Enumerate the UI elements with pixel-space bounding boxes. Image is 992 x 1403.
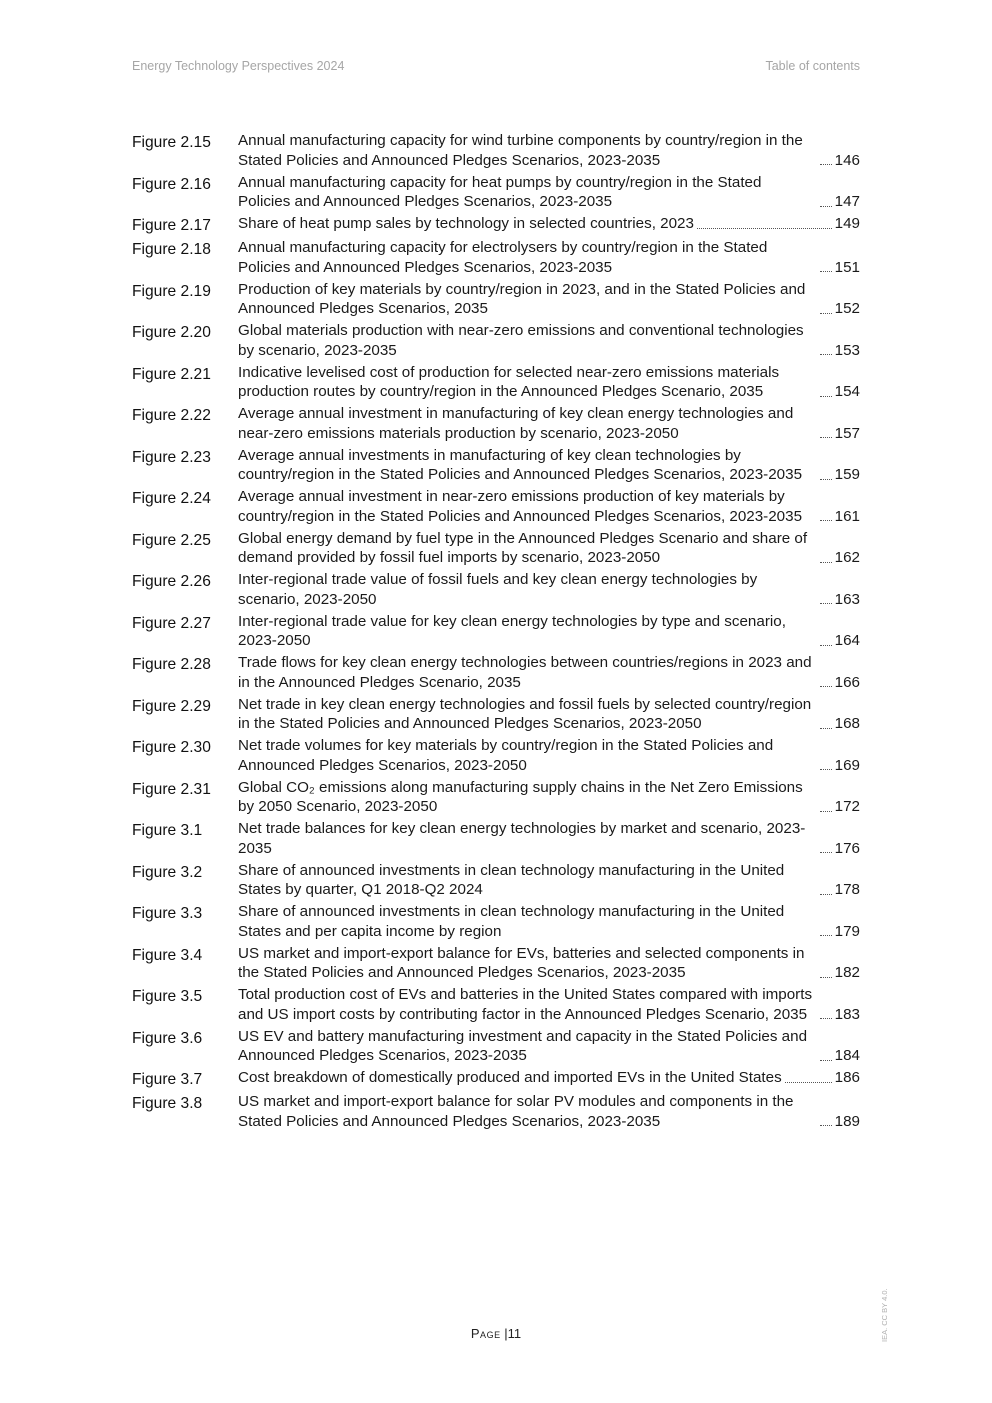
entry-body (238, 861, 860, 900)
figure-label: Figure 2.17 (132, 217, 211, 234)
page-footer (0, 1326, 992, 1341)
dot-leader (820, 1060, 832, 1061)
footer-page-word: Page (470, 1326, 501, 1341)
entry-body (238, 985, 860, 1024)
page-number: 163 (834, 590, 860, 608)
page-number: 162 (834, 549, 860, 566)
dot-leader (820, 164, 832, 165)
dot-leader (820, 1018, 832, 1019)
dot-leader (820, 271, 832, 272)
figure-title: Total production cost of EVs and batteries in the United States compared with imports and US import costs by contributing factor in the Announced Pledges Scenario, 2035 (238, 986, 813, 1023)
figure-label: Figure 2.21 (132, 365, 211, 383)
figure-label: Figure 3.6 (132, 1029, 203, 1047)
page-number: 166 (834, 673, 860, 691)
dot-leader (820, 894, 832, 895)
figure-label: Figure 3.2 (132, 863, 203, 881)
dot-leader (820, 728, 832, 729)
page-number: 176 (834, 839, 860, 857)
dot-leader (820, 603, 832, 604)
toc-entry[interactable] (132, 902, 860, 941)
figure-label: Figure 2.23 (132, 448, 211, 466)
figure-title: Trade flows for key clean energy technologies between countries/regions in 2023 and in the Announced Pledges Scenario, 2035 (238, 654, 812, 691)
figure-title: Cost breakdown of domestically produced and imported EVs in the United States (238, 1069, 782, 1086)
figure-title: Share of announced investments in clean technology manufacturing in the United States by quarter, Q1 2018-Q2 2024 (238, 861, 785, 898)
entry-body (238, 902, 860, 941)
figure-label: Figure 3.5 (132, 988, 203, 1005)
toc-entry[interactable] (132, 131, 860, 170)
entry-body (238, 173, 860, 212)
figure-title: Net trade volumes for key materials by country/region in the Stated Policies and Announced Pledges Scenarios, 2023-2050 (238, 737, 774, 774)
entry-body (238, 736, 860, 775)
running-header-title: Energy Technology Perspectives 2024 (132, 59, 345, 73)
page-number: 184 (834, 1047, 860, 1064)
table-of-figures (132, 131, 860, 1134)
entry-body (238, 404, 860, 443)
entry-body (238, 214, 860, 234)
dot-leader (697, 228, 832, 229)
page-number: 172 (834, 798, 860, 815)
figure-title: Annual manufacturing capacity for heat pumps by country/region in the Stated Policies and Announced Pledges Scenarios, 2023-2035 (238, 173, 762, 210)
figure-title: Annual manufacturing capacity for wind turbine components by country/region in the Stated Policies and Announced Pledges Scenarios, 2023-2035 (238, 132, 803, 169)
dot-leader (820, 977, 832, 978)
figure-label: Figure 3.1 (132, 822, 203, 839)
running-header-section: Table of contents (765, 59, 860, 73)
entry-body (238, 653, 860, 692)
toc-entry[interactable] (132, 404, 860, 443)
entry-body (238, 446, 860, 485)
page-number: 168 (834, 715, 860, 732)
figure-label: Figure 2.15 (132, 134, 211, 151)
toc-entry[interactable] (132, 487, 860, 526)
toc-entry[interactable] (132, 280, 860, 319)
figure-label: Figure 2.19 (132, 282, 211, 300)
figure-title: Average annual investments in manufacturing of key clean technologies by country/region in the Stated Policies and Announced Pledges Scenarios, 2023-2035 (238, 446, 803, 483)
entry-body (238, 131, 860, 170)
entry-body (238, 1092, 860, 1131)
figure-label: Figure 3.4 (132, 946, 203, 964)
page-number: 179 (834, 922, 860, 940)
page-number: 182 (834, 964, 860, 981)
figure-title: US EV and battery manufacturing investment and capacity in the Stated Policies and Announced Pledges Scenarios, 2023-2035 (238, 1027, 808, 1064)
figure-title: US market and import-export balance for solar PV modules and components in the Stated Policies and Announced Pledges Scenarios, 2023-2035 (238, 1093, 794, 1130)
toc-entry[interactable] (132, 985, 860, 1024)
page-number: 161 (834, 507, 860, 525)
figure-title: Net trade balances for key clean energy technologies by market and scenario, 2023-2035 (238, 820, 806, 857)
toc-entry[interactable] (132, 321, 860, 360)
figure-label: Figure 3.3 (132, 905, 203, 922)
figure-label: Figure 2.31 (132, 780, 211, 798)
toc-entry[interactable] (132, 363, 860, 402)
page-number: 183 (834, 1005, 860, 1023)
figure-label: Figure 2.18 (132, 241, 211, 258)
toc-entry[interactable] (132, 612, 860, 651)
page-number: 186 (834, 1069, 860, 1086)
page-number: 146 (834, 151, 860, 169)
entry-body (238, 612, 860, 651)
figure-label: Figure 2.29 (132, 697, 211, 715)
figure-title: Global CO₂ emissions along manufacturing supply chains in the Net Zero Emissions by 2050 Scenario, 2023-2050 (238, 778, 803, 815)
figure-title: Annual manufacturing capacity for electrolysers by country/region in the Stated Policies and Announced Pledges Scenarios, 2023-2035 (238, 239, 768, 276)
toc-entry[interactable] (132, 214, 860, 236)
page-number: 189 (834, 1112, 860, 1130)
page-number: 153 (834, 341, 860, 359)
figure-label: Figure 2.16 (132, 175, 211, 193)
toc-entry[interactable] (132, 653, 860, 692)
dot-leader (820, 935, 832, 936)
page-number: 152 (834, 300, 860, 317)
entry-body (238, 1027, 860, 1066)
toc-entry[interactable] (132, 1092, 860, 1131)
entry-body (238, 819, 860, 858)
dot-leader (820, 206, 832, 207)
figure-title: Indicative levelised cost of production for selected near-zero emissions materials production routes by country/region in the Announced Pledges Scenario, 2035 (238, 363, 780, 400)
dot-leader (820, 1125, 832, 1126)
figure-title: US market and import-export balance for EVs, batteries and selected components in the Stated Policies and Announced Pledges Scenarios, 2023-2035 (238, 944, 805, 981)
figure-title: Global energy demand by fuel type in the Announced Pledges Scenario and share of demand provided by fossil fuel imports by scenario, 2023-2050 (238, 529, 808, 566)
toc-entry[interactable] (132, 238, 860, 277)
footer-separator: | (504, 1326, 508, 1341)
entry-body (238, 487, 860, 526)
dot-leader (820, 811, 832, 812)
figure-title: Global materials production with near-zero emissions and conventional technologies by scenario, 2023-2035 (238, 322, 804, 359)
entry-body (238, 238, 860, 277)
toc-entry[interactable] (132, 736, 860, 775)
entry-body (238, 695, 860, 734)
figure-label: Figure 2.25 (132, 531, 211, 549)
page-number: 169 (834, 756, 860, 774)
page-number: 147 (834, 193, 860, 210)
toc-entry[interactable] (132, 1027, 860, 1066)
figure-title: Share of heat pump sales by technology in selected countries, 2023 (238, 215, 694, 232)
toc-entry[interactable] (132, 778, 860, 817)
dot-leader (820, 354, 832, 355)
dot-leader (820, 479, 832, 480)
dot-leader (820, 769, 832, 770)
figure-title: Net trade in key clean energy technologies and fossil fuels by selected country/region in the Stated Policies and Announced Pledges Scenarios, 2023-2050 (238, 695, 812, 732)
toc-entry[interactable] (132, 570, 860, 609)
toc-entry[interactable] (132, 529, 860, 568)
figure-title: Average annual investment in manufacturing of key clean energy technologies and near-zero emissions materials production by scenario, 2023-2050 (238, 405, 794, 442)
figure-label: Figure 2.22 (132, 407, 211, 424)
entry-body (238, 570, 860, 609)
figure-title: Share of announced investments in clean technology manufacturing in the United States and per capita income by region (238, 903, 785, 940)
entry-body (238, 321, 860, 360)
toc-entry[interactable] (132, 944, 860, 983)
dot-leader (785, 1082, 832, 1083)
entry-body (238, 1068, 860, 1088)
dot-leader (820, 396, 832, 397)
footer-page-number: 11 (507, 1326, 522, 1341)
entry-body (238, 529, 860, 568)
dot-leader (820, 686, 832, 687)
toc-entry[interactable] (132, 695, 860, 734)
figure-label: Figure 3.8 (132, 1095, 203, 1112)
entry-body (238, 280, 860, 319)
toc-entry[interactable] (132, 173, 860, 212)
toc-entry[interactable] (132, 1068, 860, 1090)
page-number: 157 (834, 424, 860, 442)
entry-body (238, 778, 860, 817)
figure-title: Production of key materials by country/region in 2023, and in the Stated Policies and Announced Pledges Scenarios, 2035 (238, 280, 806, 317)
page-number: 154 (834, 383, 860, 400)
toc-entry[interactable] (132, 446, 860, 485)
figure-label: Figure 3.7 (132, 1071, 203, 1088)
figure-label: Figure 2.30 (132, 739, 211, 756)
license-note: IEA. CC BY 4.0. (880, 1288, 889, 1342)
page-number: 164 (834, 632, 860, 649)
figure-title: Inter-regional trade value of fossil fuels and key clean energy technologies by scenario, 2023-2050 (238, 571, 758, 608)
figure-label: Figure 2.27 (132, 614, 211, 632)
dot-leader (820, 645, 832, 646)
figure-label: Figure 2.20 (132, 324, 211, 341)
page-number: 151 (834, 258, 860, 276)
toc-entry[interactable] (132, 861, 860, 900)
figure-label: Figure 2.26 (132, 573, 211, 590)
figure-label: Figure 2.28 (132, 656, 211, 673)
entry-body (238, 363, 860, 402)
dot-leader (820, 852, 832, 853)
entry-body (238, 944, 860, 983)
page-number: 178 (834, 881, 860, 898)
page-number: 149 (834, 215, 860, 232)
figure-title: Inter-regional trade value for key clean energy technologies by type and scenario, 2023-2050 (238, 612, 786, 649)
dot-leader (820, 437, 832, 438)
dot-leader (820, 562, 832, 563)
figure-label: Figure 2.24 (132, 490, 211, 507)
dot-leader (820, 520, 832, 521)
dot-leader (820, 313, 832, 314)
figure-title: Average annual investment in near-zero emissions production of key materials by country/region in the Stated Policies and Announced Pledges Scenarios, 2023-2035 (238, 488, 803, 525)
page-number: 159 (834, 466, 860, 483)
toc-entry[interactable] (132, 819, 860, 858)
